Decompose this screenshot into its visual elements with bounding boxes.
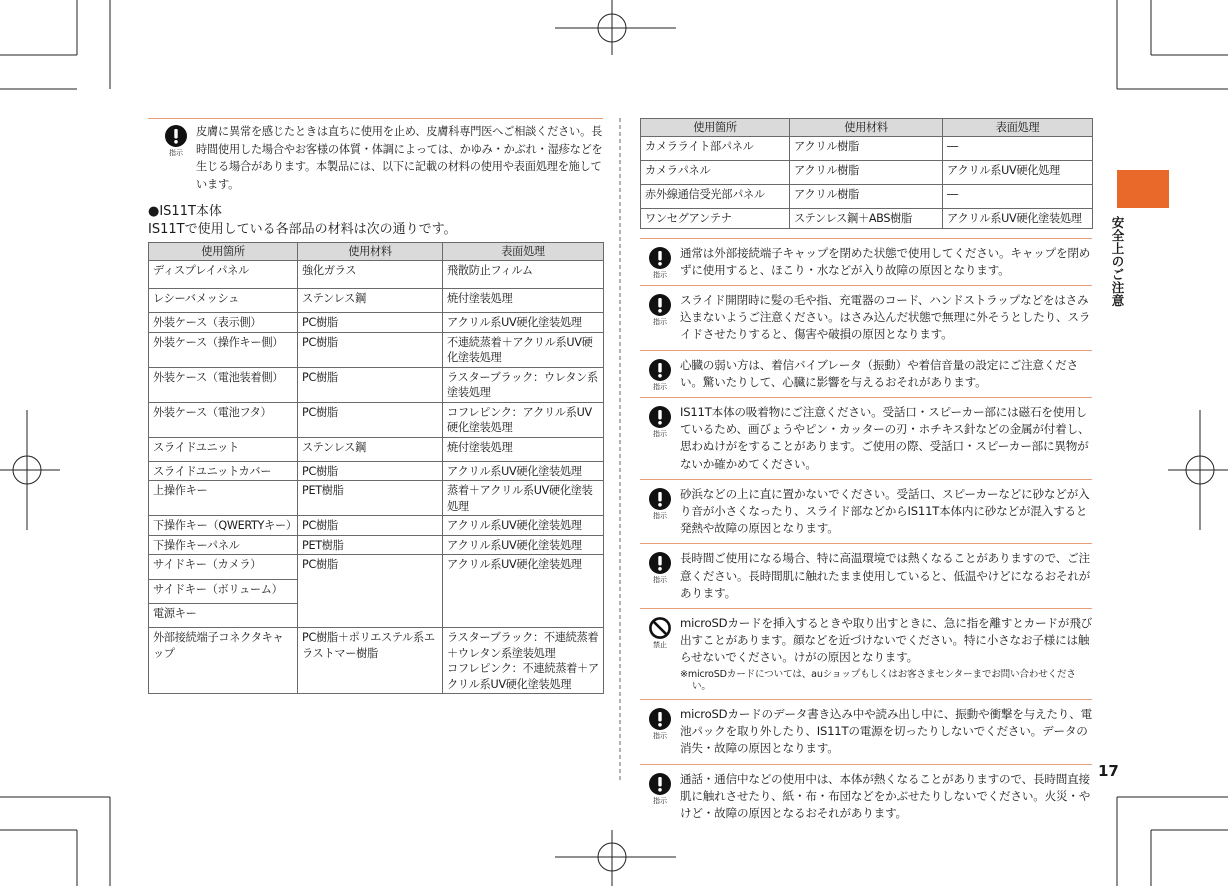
section-label: 安全上のご注意 [1110,216,1125,307]
notice-text: 皮膚に異常を感じたときは直ちに使用を止め、皮膚科専門医へご相談ください。長時間使用した場合やお客様の体質・体調によっては、かゆみ・かぶれ・湿疹などを生じる場合があります。本製品には、以下に記載の材料の使用や表面処理を施しています。 [196,125,603,191]
cell-material: アクリル樹脂 [790,161,943,185]
cell-material: ステンレス鋼＋ABS樹脂 [790,209,943,229]
cell-place: 電源キー [149,604,298,628]
table-header-row [149,243,604,261]
materials-table [148,242,604,694]
cell-material: PET樹脂 [298,535,443,555]
cell-material: PC樹脂 [298,516,443,536]
prohibition-icon [640,615,680,649]
cell-place: 外部接続端子コネクタキャップ [149,628,298,694]
cell-place: 外装ケース（表示側） [149,313,298,333]
finish-line: ラスターブラック：不連続蒸着＋ウレタン系塗装処理 [447,631,599,660]
table-row [641,137,1093,161]
cell-finish: 焼付塗装処理 [443,437,604,461]
left-column [148,118,603,694]
notice-text: IS11T本体の吸着物にご注意ください。受話口・スピーカー部には磁石を使用しているため、画びょうやピン・カッターの刃・ホチキス針などの金属が付着し、思わぬけがをすることがあります。ご使用の際、受話口・スピーカー部に異物がないか確かめてください。 [680,404,1090,471]
notice-text: 心臓の弱い方は、着信バイブレータ（振動）や着信音量の設定にご注意ください。驚いたりして、心臓に影響を与えるおそれがあります。 [680,357,1078,389]
table-row [149,367,604,402]
cell-finish: ― [943,185,1093,209]
cell-material: アクリル樹脂 [790,185,943,209]
notice-text: 通話・通信中などの使用中は、本体が熱くなることがありますので、長時間直接肌に触れさせたり、紙・布・布団などをかぶせたりしないでください。火災・やけど・故障の原因となるおそれがあります。 [680,771,1091,820]
cell-material: PC樹脂＋ポリエステル系エラストマー樹脂 [298,628,443,694]
notice-text: 長時間ご使用になる場合、特に高温環境では熱くなることがありますので、ご注意ください。長時間肌に触れたまま使用していると、低温やけどになるおそれがあります。 [680,551,1091,600]
notice-item [640,350,1092,397]
table-row [149,313,604,333]
notice-item [640,764,1092,829]
cell-material: PET樹脂 [298,481,443,516]
cell-finish: アクリル系UV硬化塗装処理 [443,313,604,333]
notice-item [640,543,1092,608]
cell-finish: 不連続蒸着＋アクリル系UV硬化塗装処理 [443,332,604,367]
materials-table-continued [640,118,1093,229]
table-row [149,555,604,580]
cell-finish: アクリル系UV硬化塗装処理 [943,209,1093,229]
table-row [149,289,604,313]
table-row [149,332,604,367]
icon-caption: 指示 [653,731,667,740]
cell-finish: 焼付塗装処理 [443,289,604,313]
cell-material: PC樹脂 [298,313,443,333]
table-row [149,261,604,289]
cell-finish: コフレピンク：アクリル系UV硬化塗装処理 [443,402,604,437]
icon-caption: 指示 [653,270,667,279]
cell-place: カメラパネル [641,161,790,185]
notice-text: 通常は外部接続端子キャップを閉めた状態で使用してください。キャップを閉めずに使用すると、ほこり・水などが入り故障の原因となります。 [680,245,1091,277]
finish-line: コフレピンク：不連続蒸着＋アクリル系UV硬化塗装処理 [447,662,599,691]
cell-place: 赤外線通信受光部パネル [641,185,790,209]
cell-place: レシーバメッシュ [149,289,298,313]
notice-item [640,699,1092,764]
table-row [149,481,604,516]
instruction-icon [640,245,680,279]
cell-place: 下操作キーパネル [149,535,298,555]
cell-place: ワンセグアンテナ [641,209,790,229]
cell-material: PC樹脂 [298,402,443,437]
cell-material: ステンレス鋼 [298,437,443,461]
notice-footnote: ※microSDカードについては、auショップもしくはお客さまセンターまでお問い合わせください。 [680,668,1076,692]
table-row [149,516,604,536]
cell-place: サイドキー（カメラ） [149,555,298,580]
notice-text: 砂浜などの上に直に置かないでください。受話口、スピーカーなどに砂などが入り音が小さくなったり、スライド部などからIS11T本体内に砂などが混入すると発熱や故障の原因となります。 [680,486,1090,536]
cell-place: 下操作キー（QWERTYキー） [149,516,298,536]
column-header: 表面処理 [943,119,1093,137]
notice-text: スライド開閉時に髪の毛や指、充電器のコード、ハンドストラップなどをはさみ込まないようご注意ください。はさみ込んだ状態で無理に外そうとしたり、スライドさせたりすると、傷害や破損の原因となります。 [680,292,1091,342]
instruction-icon [640,706,680,740]
column-header: 使用箇所 [641,119,790,137]
notice-item [640,238,1092,285]
instruction-icon [640,292,680,326]
icon-caption: 指示 [653,382,667,391]
cell-finish: 蒸着＋アクリル系UV硬化塗装処理 [443,481,604,516]
icon-caption: 指示 [169,149,183,157]
cell-place: スライドユニットカバー [149,461,298,481]
cell-material: PC樹脂 [298,461,443,481]
icon-caption: 禁止 [653,640,667,649]
icon-caption: 指示 [653,317,667,326]
column-header: 使用箇所 [149,243,298,261]
cell-place: ディスプレイパネル [149,261,298,289]
cell-place: カメラライト部パネル [641,137,790,161]
notice-item [640,608,1092,699]
icon-caption: 指示 [653,576,667,585]
cell-material: PC樹脂 [298,332,443,367]
instruction-icon [156,123,196,157]
table-row [149,402,604,437]
instruction-icon [640,404,680,438]
notice-text: microSDカードのデータ書き込み中や読み出し中に、振動や衝撃を与えたり、電池パックを取り外したり、IS11Tの電源を切ったりしないでください。データの消失・故障の原因となります。 [680,706,1092,756]
icon-caption: 指示 [653,511,667,520]
cell-finish: ― [943,137,1093,161]
cell-place: 外装ケース（電池装着側） [149,367,298,402]
section-tab [1117,170,1169,208]
instruction-icon [640,550,680,584]
icon-caption: 指示 [653,429,667,438]
section-heading: ●IS11T本体 [148,204,222,220]
instruction-icon [640,357,680,391]
table-row [641,209,1093,229]
cell-finish: アクリル系UV硬化塗装処理 [443,461,604,481]
notice-text [680,615,1092,693]
cell-place: 外装ケース（電池フタ） [149,402,298,437]
cell-finish: アクリル系UV硬化塗装処理 [443,535,604,555]
column-header: 使用材料 [298,243,443,261]
cell-finish: アクリル系UV硬化塗装処理 [443,555,604,628]
table-row [149,535,604,555]
notice-item [640,479,1092,544]
icon-caption: 指示 [653,796,667,805]
instruction-icon [640,771,680,805]
cell-finish: アクリル系UV硬化塗装処理 [443,516,604,536]
table-row [149,461,604,481]
cell-place: 上操作キー [149,481,298,516]
cell-finish: アクリル系UV硬化処理 [943,161,1093,185]
table-header-row [641,119,1093,137]
cell-finish [443,628,604,694]
cell-place: スライドユニット [149,437,298,461]
notice-item [640,397,1092,479]
table-row [149,628,604,694]
instruction-icon [640,486,680,520]
notice-item [640,285,1092,350]
page-number: 17 [1098,762,1119,780]
cell-place: サイドキー（ボリューム） [149,580,298,604]
column-header: 使用材料 [790,119,943,137]
table-row [641,185,1093,209]
cell-material: ステンレス鋼 [298,289,443,313]
cell-material: アクリル樹脂 [790,137,943,161]
section-intro: IS11Tで使用している各部品の材料は次の通りです。 [148,222,457,238]
table-row [641,161,1093,185]
cell-finish: 飛散防止フィルム [443,261,604,289]
table-row [149,437,604,461]
notice-body: microSDカードを挿入するときや取り出すときに、急に指を離すとカードが飛び出すことがあります。顔などを近づけないでください。特に小さなお子様には触らせないでください。けがの原因となります。 [680,615,1092,665]
cell-material: PC樹脂 [298,367,443,402]
cell-material: 強化ガラス [298,261,443,289]
column-header: 表面処理 [443,243,604,261]
cell-material: PC樹脂 [298,555,443,628]
skin-notice [148,118,603,193]
cell-place: 外装ケース（操作キー側） [149,332,298,367]
cell-finish: ラスターブラック：ウレタン系塗装処理 [443,367,604,402]
right-column [640,118,1092,828]
